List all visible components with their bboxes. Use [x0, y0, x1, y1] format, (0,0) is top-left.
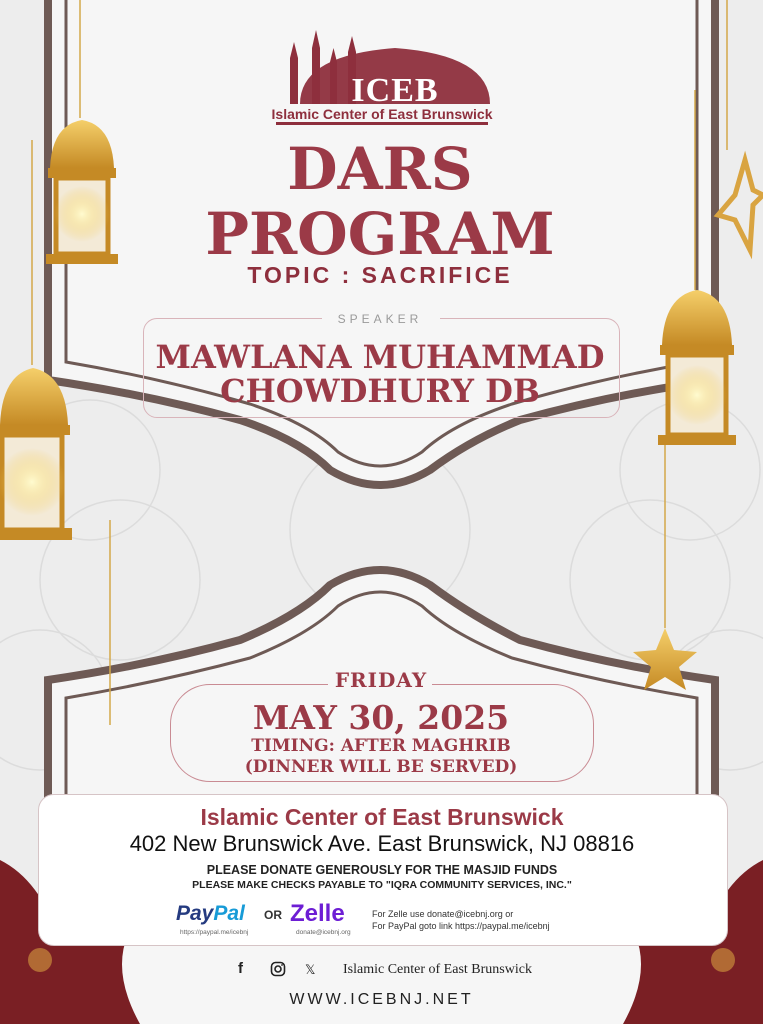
paypal-logo — [176, 902, 245, 926]
zelle-instructions: For Zelle use donate@icebnj.org or — [372, 909, 514, 919]
logo-name: Islamic Center of East Brunswick — [271, 106, 493, 122]
zelle-logo: Zelle — [290, 900, 345, 927]
x-icon[interactable]: 𝕏 — [305, 962, 316, 977]
donate-message: PLEASE DONATE GENEROUSLY FOR THE MASJID FUNDS — [206, 863, 558, 877]
event-title-line-1: DARS — [287, 135, 473, 203]
checks-message: PLEASE MAKE CHECKS PAYABLE TO "IQRA COMMUNITY SERVICES, INC." — [192, 879, 572, 891]
event-timing: TIMING: AFTER MAGHRIB — [251, 736, 511, 756]
logo-abbreviation: ICEB — [351, 72, 439, 109]
org-address: 402 New Brunswick Ave. East Brunswick, NJ 08816 — [129, 831, 635, 856]
instagram-icon[interactable] — [270, 961, 286, 977]
event-date: MAY 30, 2025 — [252, 698, 510, 737]
speaker-name-line-2: CHOWDHURY DB — [220, 372, 540, 410]
paypal-logo-pal: Pal — [213, 902, 245, 925]
facebook-icon[interactable]: f — [238, 960, 243, 977]
social-handle: Islamic Center of East Brunswick — [343, 962, 532, 977]
event-note: (DINNER WILL BE SERVED) — [244, 757, 518, 777]
or-separator: OR — [264, 908, 282, 922]
org-name: Islamic Center of East Brunswick — [200, 804, 564, 830]
paypal-instructions: For PayPal goto link https://paypal.me/icebnj — [372, 921, 550, 931]
website-url[interactable]: WWW.ICEBNJ.NET — [289, 991, 474, 1008]
event-topic: TOPIC : SACRIFICE — [247, 262, 513, 288]
event-title-line-2: PROGRAM — [205, 200, 555, 268]
paypal-logo-pay: Pay — [176, 902, 214, 925]
speaker-name-line-1: MAWLANA MUHAMMAD — [155, 338, 605, 376]
event-day: FRIDAY — [334, 668, 428, 692]
paypal-url: https://paypal.me/icebnj — [180, 929, 249, 936]
zelle-email: donate@icebnj.org — [296, 929, 351, 936]
speaker-label: SPEAKER — [337, 312, 423, 326]
